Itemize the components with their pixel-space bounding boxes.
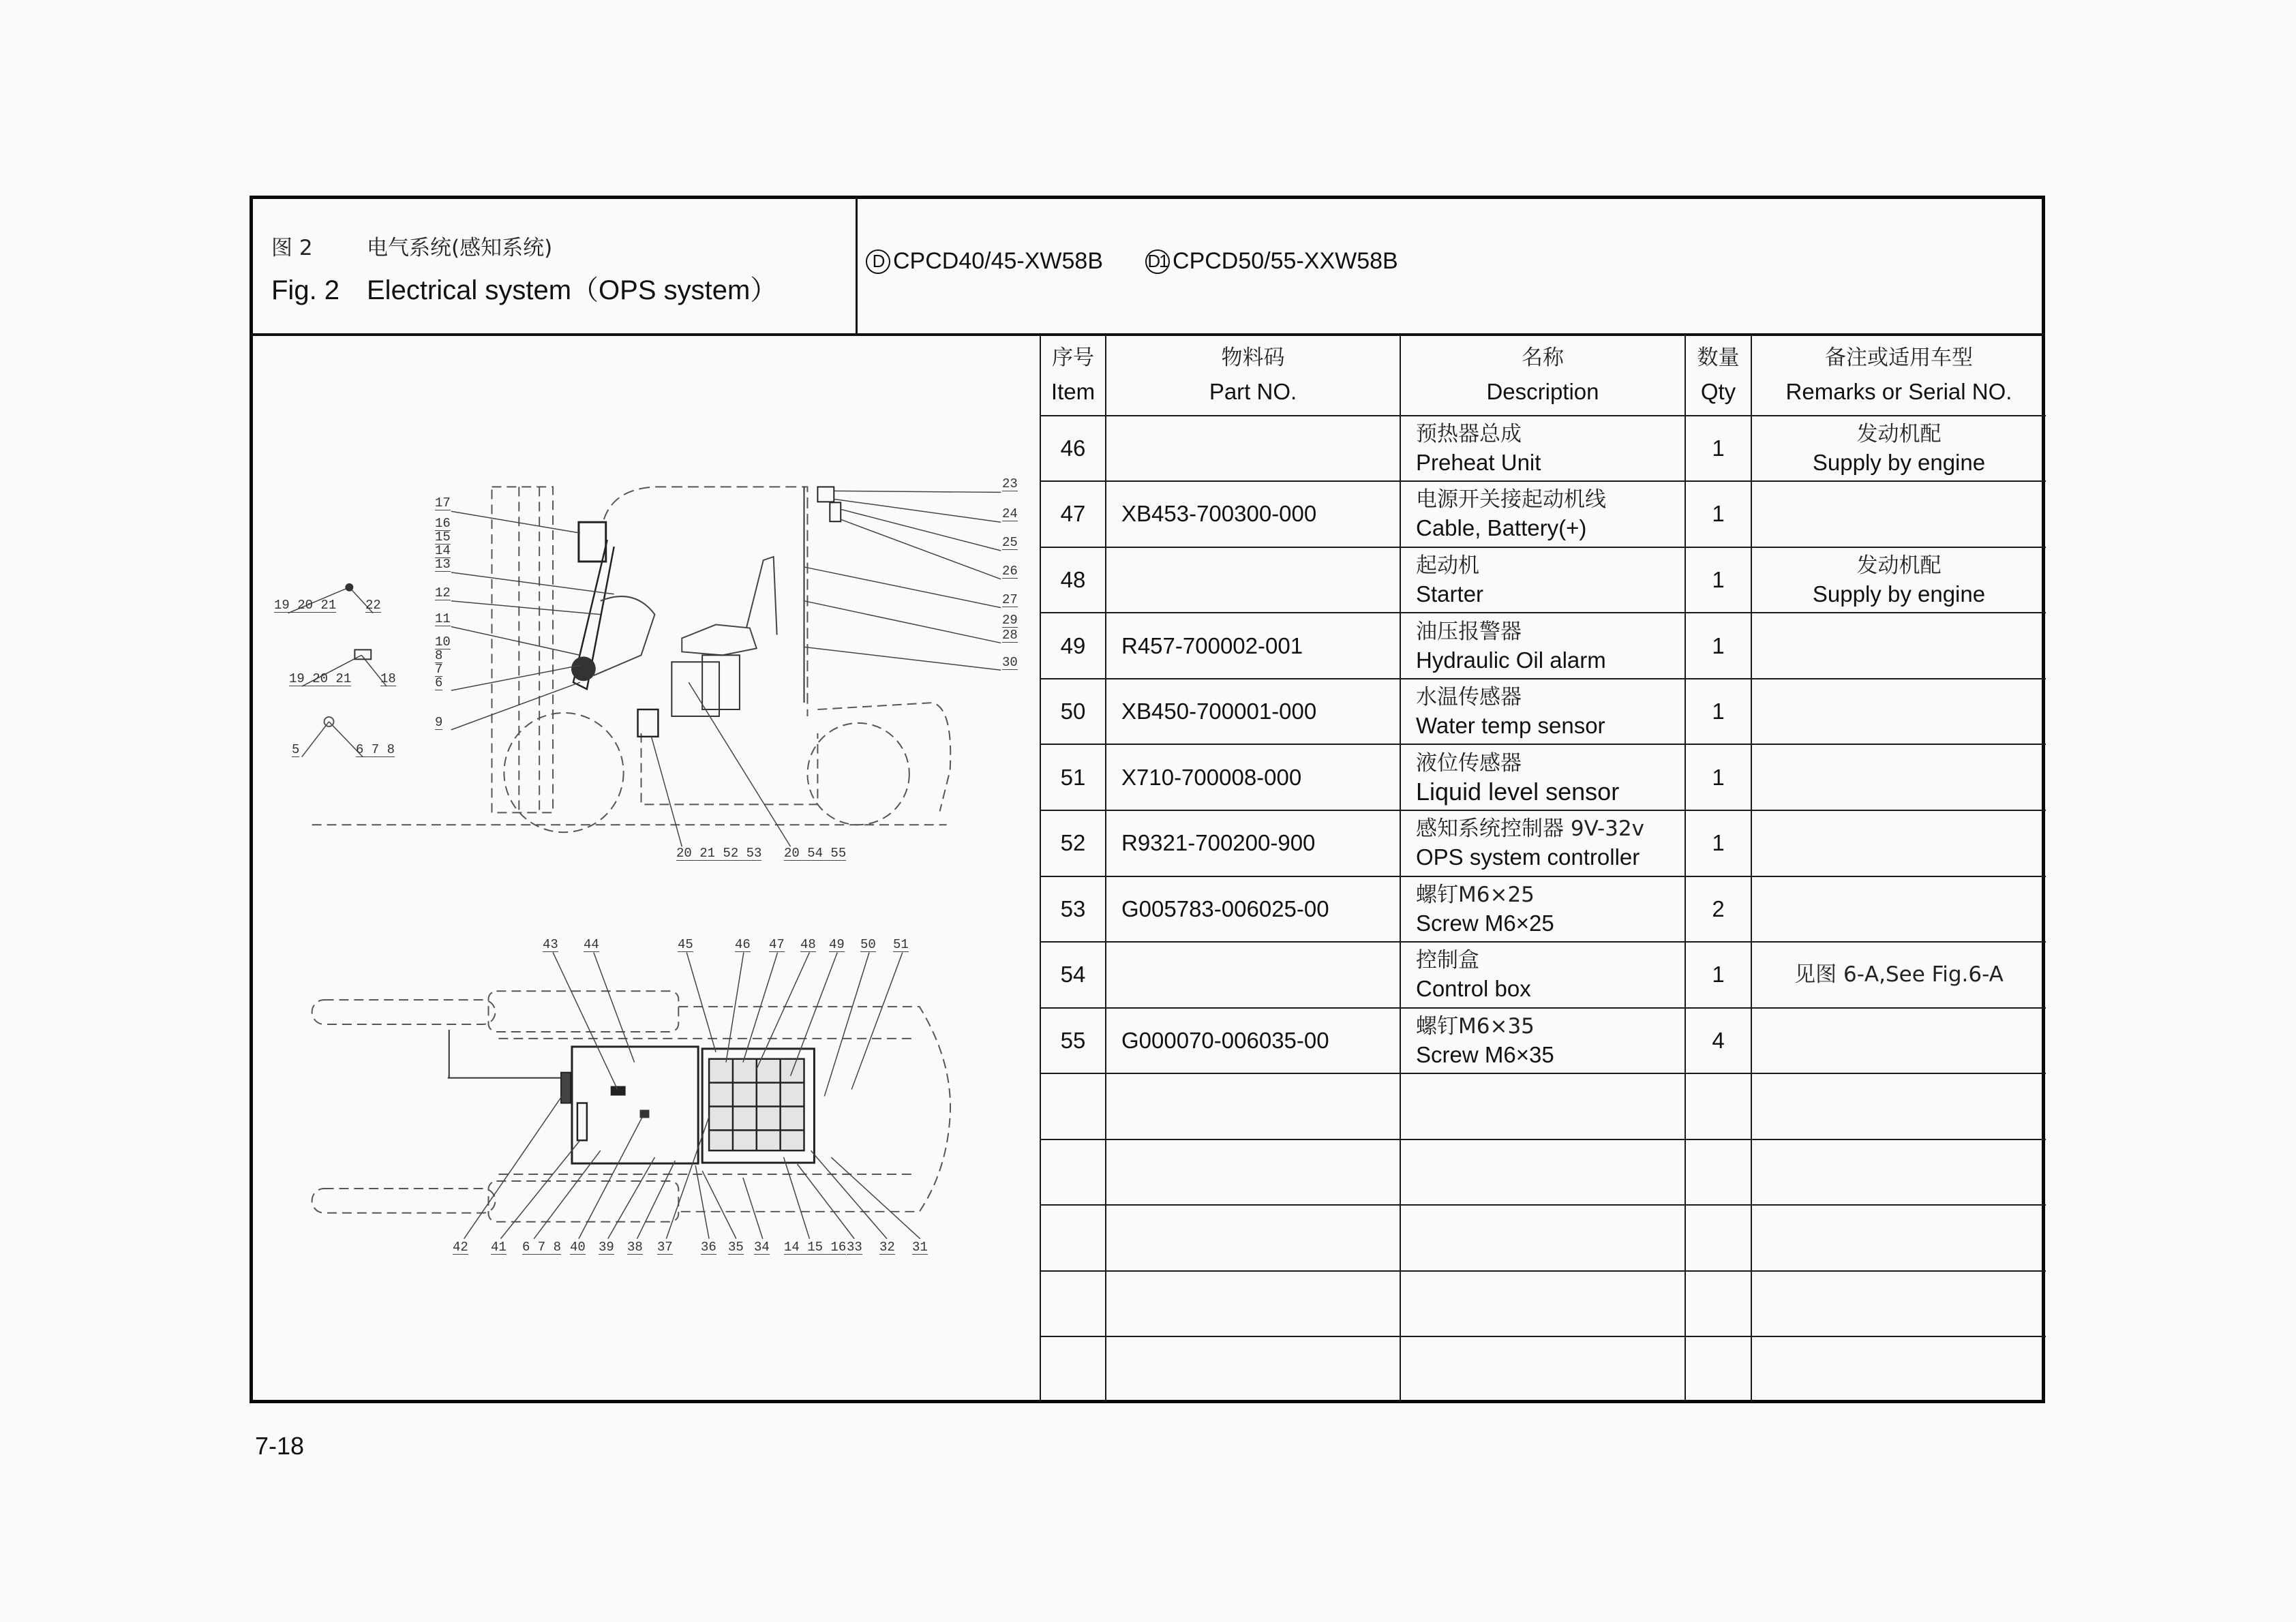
header-remarks (1751, 335, 2046, 416)
description-en: Control box (1416, 976, 1531, 1002)
callout-label: 45 (678, 937, 693, 952)
front-wheel (504, 713, 623, 832)
cell-item (1040, 1205, 1106, 1271)
cell-remarks (1751, 744, 2046, 810)
top-leader-lines (464, 952, 920, 1238)
cell-remarks (1751, 613, 2046, 679)
cell-description (1400, 1336, 1685, 1402)
table-row (1040, 810, 2046, 876)
table-row (1040, 679, 2046, 745)
callout-label: 16 (435, 516, 451, 531)
top-view (312, 991, 950, 1222)
callout-label: 17 (435, 495, 451, 510)
cell-part-no: G005783-006025-00 (1106, 876, 1400, 943)
header-description (1400, 335, 1685, 416)
cell-remarks (1751, 1205, 2046, 1271)
callout-label: 46 (735, 937, 751, 952)
mast-outline (492, 487, 553, 812)
cell-description (1400, 876, 1685, 943)
title-divider (856, 196, 858, 335)
table-row (1040, 744, 2046, 810)
callout-label: 25 (1002, 535, 1018, 550)
callout-label: 33 (847, 1240, 862, 1255)
cell-item: 47 (1040, 481, 1106, 547)
cell-part-no (1106, 1073, 1400, 1139)
display-unit (579, 522, 606, 562)
cell-part-no: R9321-700200-900 (1106, 810, 1400, 876)
overhead-guard (604, 487, 808, 716)
cell-description (1400, 547, 1685, 613)
callout-label: 40 (570, 1240, 586, 1255)
cell-remarks (1751, 1139, 2046, 1206)
cell-item (1040, 1271, 1106, 1337)
table-row (1040, 1139, 2046, 1206)
table-body (1040, 416, 2046, 1402)
callout-label: 10 (435, 634, 451, 649)
callout-label: 19 20 21 (289, 671, 352, 686)
cell-item: 50 (1040, 679, 1106, 745)
description-en: Starter (1416, 581, 1484, 607)
description-en: Water temp sensor (1416, 713, 1605, 739)
header-desc-en: Description (1486, 378, 1599, 404)
description-cn: 预热器总成 (1416, 421, 1522, 446)
cell-qty (1685, 1271, 1751, 1337)
description-cn: 螺钉M6×25 (1416, 882, 1535, 907)
cell-item: 52 (1040, 810, 1106, 876)
table-row (1040, 547, 2046, 613)
description-en: Liquid level sensor (1416, 777, 1620, 806)
callout-label: 43 (543, 937, 558, 952)
cell-remarks (1751, 481, 2046, 547)
model-d1 (1145, 248, 1398, 275)
cell-remarks (1751, 876, 2046, 943)
cell-item (1040, 1336, 1106, 1402)
cell-description (1400, 810, 1685, 876)
cell-qty: 1 (1685, 613, 1751, 679)
cell-description (1400, 1008, 1685, 1074)
description-cn: 液位传感器 (1416, 750, 1522, 776)
cell-remarks (1751, 1336, 2046, 1402)
table-header-row (1040, 335, 2046, 416)
header-part-en: Part NO. (1209, 378, 1297, 404)
header-qty-cn: 数量 (1697, 345, 1740, 370)
callout-label: 38 (627, 1240, 643, 1255)
callout-label: 26 (1002, 564, 1018, 579)
header-item (1040, 335, 1106, 416)
callout-label: 23 (1002, 476, 1018, 491)
cell-qty (1685, 1139, 1751, 1206)
model-d (866, 248, 1103, 275)
callout-label: 41 (491, 1240, 507, 1255)
header-part-cn: 物料码 (1221, 345, 1285, 370)
cell-remarks (1751, 679, 2046, 745)
cell-description (1400, 1205, 1685, 1271)
remark-en: Supply by engine (1812, 581, 1986, 607)
description-cn: 起动机 (1416, 553, 1479, 579)
remark-en: Supply by engine (1812, 449, 1986, 475)
callout-label: 19 20 21 (274, 598, 337, 613)
callout-label: 32 (879, 1240, 895, 1255)
callout-label: 29 (1002, 613, 1018, 628)
cell-description (1400, 942, 1685, 1008)
header-item-cn: 序号 (1052, 345, 1094, 370)
cell-description (1400, 1271, 1685, 1337)
remark-cn: 见图 6-A,See Fig.6-A (1794, 962, 2004, 988)
callout-label: 8 (435, 648, 443, 663)
cell-item: 49 (1040, 613, 1106, 679)
header-remarks-en: Remarks or Serial NO. (1785, 378, 2012, 404)
engine-block (709, 1059, 804, 1150)
cell-qty: 4 (1685, 1008, 1751, 1074)
callout-label: 7 (435, 662, 443, 677)
callout-label: 36 (701, 1240, 716, 1255)
description-cn: 感知系统控制器 9V-32v (1416, 816, 1644, 842)
callout-label: 39 (599, 1240, 614, 1255)
cell-description (1400, 416, 1685, 482)
description-cn: 油压报警器 (1416, 619, 1522, 644)
figure-title-cn-text: 电气系统(感知系统) (367, 236, 553, 260)
description-en: OPS system controller (1416, 844, 1640, 870)
cell-part-no (1106, 1205, 1400, 1271)
cell-remarks (1751, 942, 2046, 1008)
cell-description (1400, 744, 1685, 810)
callout-label: 24 (1002, 506, 1018, 521)
callout-label: 31 (912, 1240, 928, 1255)
cell-qty: 1 (1685, 416, 1751, 482)
cell-part-no (1106, 942, 1400, 1008)
page-number: 7-18 (255, 1432, 305, 1460)
callout-label: 37 (657, 1240, 673, 1255)
callout-label: 42 (453, 1240, 468, 1255)
callout-label: 14 15 16 (784, 1240, 847, 1255)
remark-cn: 发动机配 (1856, 421, 1942, 446)
cell-qty: 1 (1685, 481, 1751, 547)
callout-label: 27 (1002, 592, 1018, 607)
callout-label: 20 54 55 (784, 846, 847, 861)
cell-part-no (1106, 1336, 1400, 1402)
cell-part-no: R457-700002-001 (1106, 613, 1400, 679)
cell-item (1040, 1139, 1106, 1206)
cell-remarks (1751, 810, 2046, 876)
cell-remarks (1751, 547, 2046, 613)
callout-label: 22 (365, 598, 381, 613)
callout-label: 35 (728, 1240, 744, 1255)
cell-item: 48 (1040, 547, 1106, 613)
description-cn: 控制盒 (1416, 948, 1479, 973)
header-remarks-cn: 备注或适用车型 (1825, 345, 1973, 370)
cell-part-no: X710-700008-000 (1106, 744, 1400, 810)
cell-part-no: G000070-006035-00 (1106, 1008, 1400, 1074)
model-list (866, 248, 1398, 275)
cell-qty: 1 (1685, 744, 1751, 810)
cell-part-no (1106, 1139, 1400, 1206)
table-row (1040, 1336, 2046, 1402)
callout-label: 20 21 52 53 (676, 846, 762, 861)
figure-label-en: Fig. 2 (271, 275, 340, 305)
description-en: Screw M6×35 (1416, 1041, 1554, 1067)
cell-description (1400, 1073, 1685, 1139)
cell-qty (1685, 1073, 1751, 1139)
table-row (1040, 1073, 2046, 1139)
cell-description (1400, 481, 1685, 547)
cell-qty: 1 (1685, 942, 1751, 1008)
header-qty (1685, 335, 1751, 416)
table-row (1040, 416, 2046, 482)
callout-label: 9 (435, 715, 443, 730)
cell-part-no: XB450-700001-000 (1106, 679, 1400, 745)
cell-qty (1685, 1336, 1751, 1402)
table-row (1040, 481, 2046, 547)
callout-label: 50 (860, 937, 876, 952)
callout-label: 11 (435, 611, 451, 626)
callout-label: 6 7 8 (356, 742, 395, 757)
engine-compartment (572, 1047, 698, 1163)
cell-qty: 1 (1685, 679, 1751, 745)
cell-remarks (1751, 1271, 2046, 1337)
remark-cn: 发动机配 (1856, 553, 1942, 579)
table-row (1040, 1008, 2046, 1074)
description-en: Cable, Battery(+) (1416, 515, 1587, 541)
callout-label: 30 (1002, 655, 1018, 670)
description-en: Screw M6×25 (1416, 910, 1554, 936)
header-item-en: Item (1051, 378, 1096, 404)
header-qty-en: Qty (1700, 378, 1736, 404)
figure-label-cn: 图 2 (271, 236, 313, 260)
cell-remarks (1751, 416, 2046, 482)
table-row (1040, 876, 2046, 943)
figure-title-cn (271, 225, 777, 269)
cell-item (1040, 1073, 1106, 1139)
table-row (1040, 942, 2046, 1008)
cell-qty: 1 (1685, 810, 1751, 876)
cell-item: 53 (1040, 876, 1106, 943)
table-row (1040, 1205, 2046, 1271)
header-part-no (1106, 335, 1400, 416)
cell-description (1400, 1139, 1685, 1206)
callout-label: 44 (584, 937, 599, 952)
description-en: Hydraulic Oil alarm (1416, 647, 1606, 673)
model-name: CPCD50/55-XXW58B (1173, 248, 1398, 274)
callout-label: 14 (435, 543, 451, 558)
cell-qty: 1 (1685, 547, 1751, 613)
cell-item: 54 (1040, 942, 1106, 1008)
figure-title-en (271, 269, 777, 311)
description-cn: 螺钉M6×35 (1416, 1013, 1535, 1039)
model-name: CPCD40/45-XW58B (893, 248, 1104, 274)
cell-item: 55 (1040, 1008, 1106, 1074)
cell-qty (1685, 1205, 1751, 1271)
description-cn: 水温传感器 (1416, 685, 1522, 710)
cell-remarks (1751, 1073, 2046, 1139)
cell-item: 51 (1040, 744, 1106, 810)
table-row (1040, 1271, 2046, 1337)
model-symbol-d1-icon: D1 (1145, 249, 1170, 274)
figure-title-en-text: Electrical system（OPS system） (367, 275, 778, 305)
callout-label: 28 (1002, 628, 1018, 643)
cell-description (1400, 613, 1685, 679)
description-cn: 电源开关接起动机线 (1416, 487, 1606, 512)
side-leader-lines (288, 491, 1001, 846)
callout-label: 48 (800, 937, 816, 952)
cell-remarks (1751, 1008, 2046, 1074)
cell-description (1400, 679, 1685, 745)
parts-table (1040, 335, 2046, 1402)
callout-label: 12 (435, 585, 451, 600)
cell-qty: 2 (1685, 876, 1751, 943)
callout-label: 15 (435, 530, 451, 545)
callout-label: 5 (292, 742, 300, 757)
figure-title (271, 225, 777, 311)
callout-label: 34 (754, 1240, 770, 1255)
header-desc-cn: 名称 (1522, 345, 1564, 370)
cell-part-no (1106, 416, 1400, 482)
callout-label: 13 (435, 557, 451, 572)
description-en: Preheat Unit (1416, 449, 1541, 475)
rear-wheel (807, 723, 909, 825)
table-row (1040, 613, 2046, 679)
cell-part-no (1106, 547, 1400, 613)
callout-label: 6 7 8 (522, 1240, 562, 1255)
cell-item: 46 (1040, 416, 1106, 482)
callout-label: 6 (435, 675, 443, 690)
model-symbol-d-icon: D (866, 249, 890, 274)
cell-part-no: XB453-700300-000 (1106, 481, 1400, 547)
callout-label: 47 (769, 937, 785, 952)
cell-part-no (1106, 1271, 1400, 1337)
callout-label: 49 (829, 937, 845, 952)
callout-label: 51 (893, 937, 909, 952)
callout-label: 18 (380, 671, 396, 686)
